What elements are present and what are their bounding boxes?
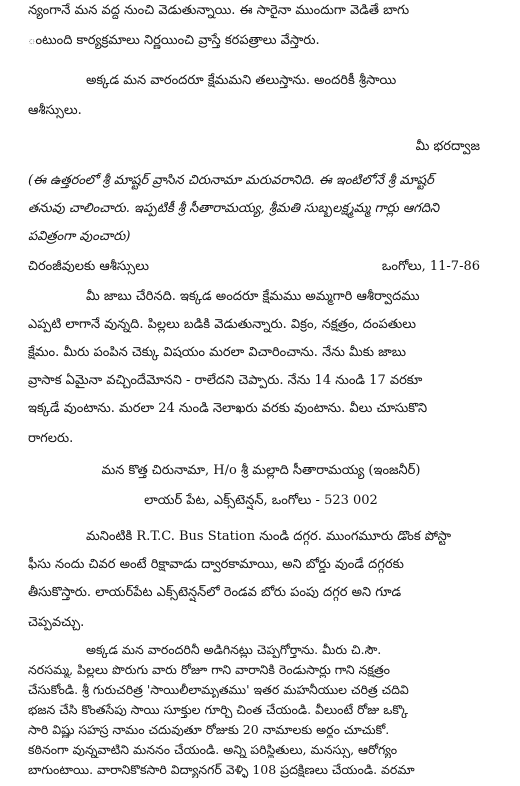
note-line: (ఈ ఉత్తరంలో శ్రీ మాష్టర్ వ్రాసిన చిరునామా మరువరానిది. ఈ ఇంటిలోనే శ్రీ మాష్టర్ <box>28 173 434 188</box>
letter-heading <box>28 258 494 276</box>
text-line: నరసమ్మ, పిల్లలు పొరుగు వారు రోజూ గాని వారానికి రెండుసార్లు గాని నక్షత్రం <box>28 662 391 677</box>
text-line: భజన చేసి కొంతసేపు సాయి సూక్తుల గూర్చి చింత చేయండి. వీలుంటే రోజు ఒక్కొ <box>28 702 409 717</box>
text-line: ఫీసు నందు చివర అంటే రిక్షావాడు ద్వారకామాయి, అని బోర్డు వుండే దగ్గరకు <box>28 557 404 572</box>
text-line: వ్రాసాక ఏమైనా వచ్చిందేమోనని - రాలేదని చెప్పారు. నేను 14 నుండి 17 వరకూ <box>28 373 423 388</box>
text-line: కఠినంగా వున్నవాటిని మననం చేయండి. అన్ని పరిస్థితులు, మనస్సు, ఆరోగ్యం <box>28 742 398 757</box>
address-line: లాయర్ పేట, ఎక్స్‌టెన్షన్, ఒంగోలు - 523 002 <box>144 493 378 508</box>
note-line: తనువు చాలించారు. ఇప్పటికీ శ్రీ సీతారామయ్య, శ్రీమతి సుబ్బలక్ష్మమ్మ గార్లు ఆగదిని <box>28 201 440 216</box>
text-line: ఆశీస్సులు. <box>28 103 82 118</box>
note-line: పవిత్రంగా వుంచారు) <box>28 229 131 244</box>
text-line: మీ జాబు చేరినది. ఇక్కడ అందరూ క్షేమము అమ్మగారి ఆశీర్వాదము <box>86 289 420 304</box>
text-line: ఇక్కడే వుంటాను. మరలా 24 నుండి నెలాఖరు వరకు వుంటాను. వీలు చూసుకొని <box>28 401 428 416</box>
text-line: సారి విష్ణు సహస్ర నామం చదువుతూ రోజుకు 20 నామాలకు అర్థం చూచుకో. <box>28 722 390 737</box>
place-date: ఒంగోలు, 11-7-86 <box>381 259 480 274</box>
signature: మీ భరద్వాజ <box>415 139 480 154</box>
text-line: ఎప్పటి లాగానే వున్నది. పిల్లలు బడికి వెడుతున్నారు. విక్రం, నక్షత్రం, దంపతులు <box>28 317 417 332</box>
greeting: చిరంజీవులకు ఆశీస్సులు <box>28 259 149 274</box>
text-line: మనింటికి R.T.C. Bus Station నుండి దగ్గర. ముంగమూరు డొంక పోస్టా <box>86 529 452 544</box>
text-line: చెప్పవచ్చు. <box>28 615 85 630</box>
text-line: తీసుకొస్తారు. లాయర్‌పేట ఎక్స్‌టెన్షన్‌లో రెండవ బోరు పంపు దగ్గర అని గూడ <box>28 585 402 600</box>
text-line: ంటుంది కార్యక్రమాలు నిర్ణయించి వ్రాస్తే కరపత్రాలు వేస్తారు. <box>28 33 320 48</box>
text-line: క్షేమం. మీరు పంపిన చెక్కు విషయం మరలా విచారించాను. నేను మీకు జాబు <box>28 345 406 360</box>
text-line: చేసుకోండి. శ్రీ గురుచరిత్ర 'సాయిలీలామృతము' ఇతర మహనీయుల చరిత్ర చదివి <box>28 682 409 697</box>
address-line: మన కొత్త చిరునామా, H/o శ్రీ మల్లాది సీతారామయ్య (ఇంజనీర్) <box>101 463 421 478</box>
text-line: బాగుంటాయి. వారానికొకసారి విద్యానగర్ వెళ్ళి 108 ప్రదక్షిణలు చేయండి. వరమా <box>28 762 415 777</box>
text-line: అక్కడ మన వారందరూ క్షేమమని తలుస్తాను. అందరికీ శ్రీసాయి <box>86 73 397 88</box>
text-line: అక్కడ మన వారందరినీ అడిగినట్లు చెప్పగోర్తాను. మీరు చి.సౌ. <box>86 642 382 657</box>
text-line: రాగలరు. <box>28 431 74 446</box>
text-line: న్యంగానే మన వద్ద నుంచి వెడుతున్నాయి. ఈ సారైనా ముందుగా వెడితే బాగు <box>28 3 410 18</box>
